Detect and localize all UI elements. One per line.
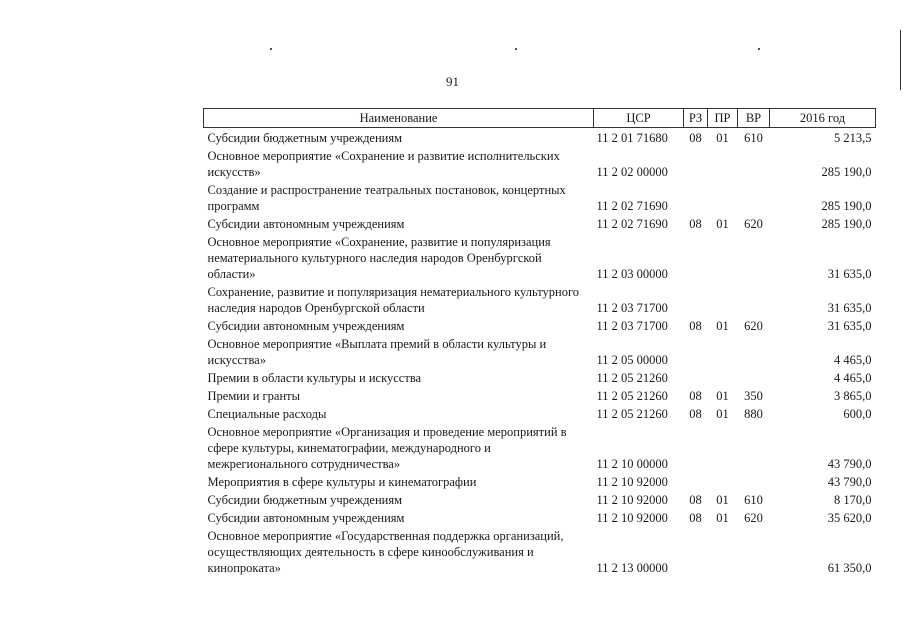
row-pr: 01 (716, 493, 729, 507)
row-name: Субсидии автономным учреждениям (207, 319, 405, 333)
table-row (204, 386, 876, 404)
row-amount: 31 635,0 (827, 267, 872, 281)
row-vr: 610 (744, 493, 763, 507)
row-rz: 08 (689, 511, 702, 525)
header-rz: РЗ (684, 109, 708, 128)
row-rz: 08 (689, 407, 702, 421)
table-row (204, 146, 876, 180)
table-row (204, 422, 876, 472)
row-pr (708, 526, 738, 576)
row-csr: 11 2 05 00000 (596, 353, 668, 367)
table-row (204, 508, 876, 526)
row-name: Премии в области культуры и искусства (207, 371, 422, 385)
row-amount: 43 790,0 (827, 475, 872, 489)
row-rz (684, 334, 708, 368)
row-csr: 11 2 03 71700 (596, 319, 668, 333)
row-csr: 11 2 05 21260 (596, 407, 668, 421)
row-pr: 01 (716, 131, 729, 145)
scan-dot (270, 48, 272, 50)
row-vr: 620 (744, 511, 763, 525)
row-csr: 11 2 13 00000 (596, 561, 668, 575)
row-vr: 620 (744, 319, 763, 333)
row-vr (738, 334, 770, 368)
row-pr (708, 422, 738, 472)
row-amount: 3 865,0 (834, 389, 872, 403)
row-rz: 08 (689, 493, 702, 507)
row-rz: 08 (689, 131, 702, 145)
table-row (204, 404, 876, 422)
row-csr: 11 2 03 00000 (596, 267, 668, 281)
row-name: Основное мероприятие «Организация и проведение мероприятий в сфере культуры, кинематографии, международного и межрегионального сотрудничества» (207, 425, 567, 471)
row-name: Субсидии автономным учреждениям (207, 511, 405, 525)
row-pr: 01 (716, 389, 729, 403)
row-vr: 880 (744, 407, 763, 421)
row-pr (708, 282, 738, 316)
row-vr (738, 282, 770, 316)
row-pr (708, 180, 738, 214)
row-amount: 285 190,0 (821, 217, 872, 231)
row-amount: 43 790,0 (827, 457, 872, 471)
row-rz (684, 422, 708, 472)
row-csr: 11 2 02 71690 (596, 199, 668, 213)
row-rz (684, 472, 708, 490)
row-rz: 08 (689, 389, 702, 403)
row-rz (684, 368, 708, 386)
row-rz: 08 (689, 319, 702, 333)
table-row (204, 180, 876, 214)
row-pr (708, 232, 738, 282)
row-csr: 11 2 03 71700 (596, 301, 668, 315)
row-pr (708, 368, 738, 386)
row-vr (738, 146, 770, 180)
row-name: Субсидии бюджетным учреждениям (207, 493, 403, 507)
table-row (204, 490, 876, 508)
scan-dot (515, 48, 517, 50)
table-row (204, 334, 876, 368)
budget-table (203, 108, 876, 576)
table-row (204, 368, 876, 386)
row-rz (684, 526, 708, 576)
row-csr: 11 2 10 92000 (596, 511, 668, 525)
row-csr: 11 2 10 00000 (596, 457, 668, 471)
table-header-row (204, 109, 876, 128)
table-row (204, 214, 876, 232)
row-name: Основное мероприятие «Государственная поддержка организаций, осуществляющих деятельность в сфере кинообслуживания и кинопроката» (207, 529, 564, 575)
table-row (204, 316, 876, 334)
row-csr: 11 2 05 21260 (596, 371, 668, 385)
row-amount: 35 620,0 (827, 511, 872, 525)
row-name: Субсидии автономным учреждениям (207, 217, 405, 231)
row-rz (684, 180, 708, 214)
row-vr (738, 472, 770, 490)
row-name: Мероприятия в сфере культуры и кинематографии (207, 475, 477, 489)
row-pr (708, 472, 738, 490)
row-amount: 31 635,0 (827, 319, 872, 333)
row-rz: 08 (689, 217, 702, 231)
row-rz (684, 232, 708, 282)
row-csr: 11 2 10 92000 (596, 493, 668, 507)
row-csr: 11 2 02 00000 (596, 165, 668, 179)
scan-dot (758, 48, 760, 50)
table-row (204, 472, 876, 490)
row-pr: 01 (716, 407, 729, 421)
row-amount: 8 170,0 (834, 493, 872, 507)
header-pr: ПР (708, 109, 738, 128)
row-amount: 285 190,0 (821, 165, 872, 179)
header-vr: ВР (738, 109, 770, 128)
header-name: Наименование (204, 109, 594, 128)
row-amount: 285 190,0 (821, 199, 872, 213)
row-pr (708, 146, 738, 180)
table-row (204, 282, 876, 316)
row-vr: 350 (744, 389, 763, 403)
header-year: 2016 год (770, 109, 876, 128)
header-csr: ЦСР (594, 109, 684, 128)
row-vr (738, 180, 770, 214)
row-pr: 01 (716, 217, 729, 231)
row-csr: 11 2 01 71680 (596, 131, 668, 145)
row-amount: 61 350,0 (827, 561, 872, 575)
row-csr: 11 2 02 71690 (596, 217, 668, 231)
row-rz (684, 146, 708, 180)
row-pr: 01 (716, 511, 729, 525)
row-amount: 5 213,5 (834, 131, 872, 145)
row-vr (738, 368, 770, 386)
table-row (204, 526, 876, 576)
table-row (204, 232, 876, 282)
row-name: Основное мероприятие «Выплата премий в области культуры и искусства» (207, 337, 547, 367)
row-vr (738, 232, 770, 282)
row-rz (684, 282, 708, 316)
row-vr (738, 422, 770, 472)
row-amount: 4 465,0 (834, 353, 872, 367)
row-name: Субсидии бюджетным учреждениям (207, 131, 403, 145)
row-name: Создание и распространение театральных постановок, концертных программ (207, 183, 566, 213)
row-name: Основное мероприятие «Сохранение и развитие исполнительских искусств» (207, 149, 560, 179)
row-pr: 01 (716, 319, 729, 333)
row-amount: 4 465,0 (834, 371, 872, 385)
row-csr: 11 2 10 92000 (596, 475, 668, 489)
row-name: Сохранение, развитие и популяризация нематериального культурного наследия народов Оренбургской области (207, 285, 580, 315)
row-name: Основное мероприятие «Сохранение, развитие и популяризация нематериального культурного наследия народов Оренбургской области» (207, 235, 551, 281)
row-name: Премии и гранты (207, 389, 301, 403)
row-csr: 11 2 05 21260 (596, 389, 668, 403)
row-amount: 31 635,0 (827, 301, 872, 315)
page-number: 91 (446, 74, 459, 89)
row-name: Специальные расходы (207, 407, 327, 421)
row-vr (738, 526, 770, 576)
table-row (204, 128, 876, 147)
row-vr: 620 (744, 217, 763, 231)
row-pr (708, 334, 738, 368)
row-vr: 610 (744, 131, 763, 145)
row-amount: 600,0 (843, 407, 872, 421)
